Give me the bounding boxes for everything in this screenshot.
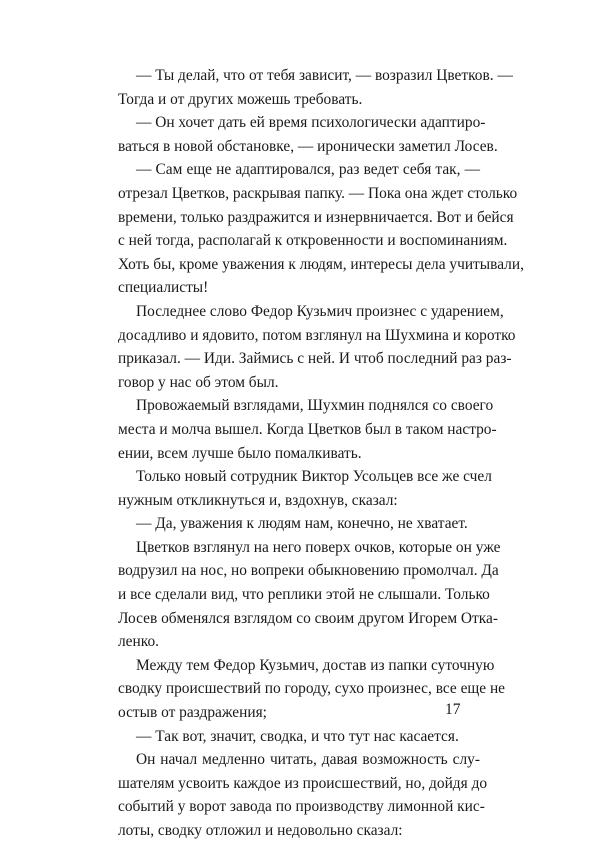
text-line: досадливо и ядовито, потом взглянул на Шухмина и коротко xyxy=(118,326,516,344)
text-line: Лосев обменялся взглядом со своим другом Игорем Отка- xyxy=(118,609,498,627)
text-line: Цветков взглянул на него поверх очков, которые он уже xyxy=(136,538,501,556)
text-line: Он начал медленно читать, давая возможность слу- xyxy=(136,751,480,769)
text-line: остыв от раздражения; xyxy=(118,704,267,722)
text-line: места и молча вышел. Когда Цветков был в таком настро- xyxy=(118,420,497,438)
body-text xyxy=(118,64,524,843)
text-line: Тогда и от других можешь требовать. xyxy=(118,90,363,108)
text-line: Только новый сотрудник Виктор Усольцев все же счел xyxy=(136,468,492,486)
text-line: ении, всем лучше было помалкивать. xyxy=(118,444,362,462)
text-line: шателям усвоить каждое из происшествий, но, дойдя до xyxy=(118,774,488,792)
text-line: Между тем Федор Кузьмич, достав из папки суточную xyxy=(136,656,495,674)
text-line: ваться в новой обстановке, — иронически заметил Лосев. xyxy=(118,137,498,155)
text-line: событий у ворот завода по производству лимонной кис- xyxy=(118,798,485,816)
text-line: и все сделали вид, что реплики этой не слышали. Только xyxy=(118,586,490,604)
text-line: говор у нас об этом был. xyxy=(118,373,279,391)
text-line: специалисты! xyxy=(118,279,209,297)
text-line: лоты, сводку отложил и недовольно сказал: xyxy=(118,822,403,839)
text-line: нужным откликнуться и, вздохнув, сказал: xyxy=(118,491,398,509)
text-line: Последнее слово Федор Кузьмич произнес с ударением, xyxy=(136,302,504,320)
page-number: 17 xyxy=(445,701,461,718)
text-line: — Так вот, значит, сводка, и что тут нас касается. xyxy=(136,727,459,745)
text-line: — Он хочет дать ей время психологически адаптиро- xyxy=(136,114,486,132)
text-line: времени, только раздражится и изнервничается. Вот и бейся xyxy=(118,208,514,226)
text-line: водрузил на нос, но вопреки обыкновению промолчал. Да xyxy=(118,562,499,580)
text-line: сводку происшествий по городу, сухо произнес, все еще не xyxy=(118,680,506,698)
text-line: отрезал Цветков, раскрывая папку. — Пока она ждет столько xyxy=(118,184,518,202)
text-line: Провожаемый взглядами, Шухмин поднялся со своего xyxy=(136,397,494,415)
text-line: ленко. xyxy=(118,633,159,651)
text-line: — Да, уважения к людям нам, конечно, не хватает. xyxy=(136,515,468,533)
text-line: приказал. — Иди. Займись с ней. И чтоб последний раз раз- xyxy=(118,350,512,368)
text-line: Хоть бы, кроме уважения к людям, интересы дела учитывали, xyxy=(118,255,524,273)
text-line: — Сам еще не адаптировался, раз ведет себя так, — xyxy=(136,161,480,179)
text-line: с ней тогда, располагай к откровенности и воспоминаниям. xyxy=(118,232,508,250)
text-line: — Ты делай, что от тебя зависит, — возразил Цветков. — xyxy=(136,67,513,84)
